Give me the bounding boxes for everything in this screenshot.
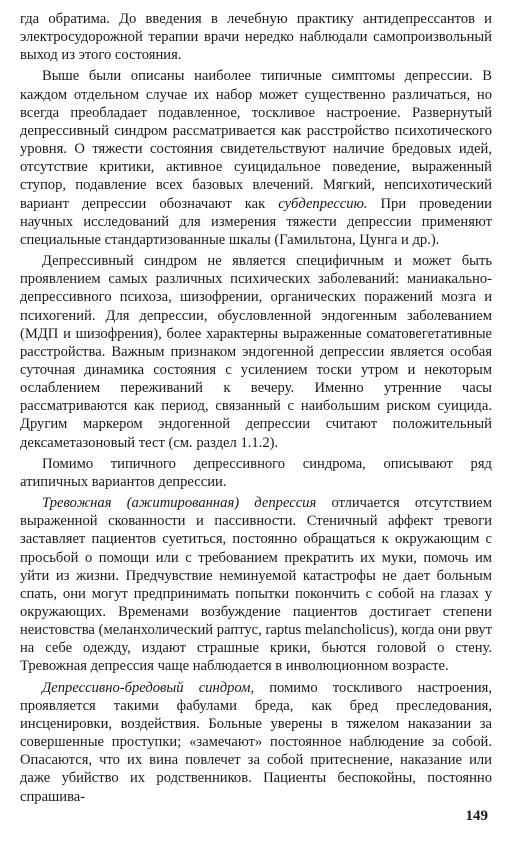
- book-page-text: [20, 10, 492, 806]
- paragraph-atypical: [20, 455, 492, 491]
- paragraph-text: гда обратима. До введения в лечебную практику антидепрессантов и электросудорожной терапии врачи нередко наблюдали самопроизвольный выход из этого состояния.: [20, 11, 492, 64]
- paragraph-symptoms: [20, 67, 492, 249]
- paragraph-text: При проведении научных исследований для измерения тяжести депрессии применяют специальные стандартизованные шкалы (Гамильтона, Цунга и др.).: [20, 195, 492, 248]
- paragraph-delusional-depression: [20, 679, 492, 806]
- page-number: 149: [465, 808, 488, 824]
- paragraph-nonspecific: [20, 252, 492, 452]
- italic-term: Депрессивно-бредовый синдром,: [42, 679, 255, 696]
- paragraph-text: Депрессивный синдром не является специфичным и может быть проявлением самых различных психических заболеваний: маниакально-депрессивного психоза, шизофрении, органических поражений мозга и психогений. Для депрессии, обусловленной эндогенным заболеванием (МДП и шизофрения), более характерны выраженные соматовегетативные расстройства. Важным признаком эндогенной депрессии является особая суточная динамика состояния с усилением тоски утром и некоторым ослаблением переживаний к вечеру. Именно утренние часы рассматриваются как период, связанный с наибольшим риском суицида. Другим маркером эндогенной депрессии считают положительный дексаметазоновый тест (см. раздел 1.1.2).: [20, 253, 492, 451]
- italic-term: Тревожная (ажитированная) депрессия: [42, 495, 317, 512]
- paragraph-anxious-depression: [20, 494, 492, 676]
- paragraph-text: помимо тоскливого настроения, проявляется такими фабулами бреда, как бред преследования, инсценировки, воздействия. Больные уверены в тяжелом наказании за совершенные проступки; «замечают» постоянное наблюдение за собой. Опасаются, что их вина повлечет за собой притеснение, наказание или даже убийство их родственников. Пациенты беспокойны, постоянно спрашива-: [20, 679, 492, 805]
- paragraph-text: отличается отсутствием выраженной скованности и пассивности. Стеничный аффект тревоги заставляет пациентов суетиться, постоянно обращаться к окружающим с просьбой о помощи или с требованием прекратить их муки, помочь им уйти из жизни. Предчувствие неминуемой катастрофы не дает больным спать, они могут предпринимать попытки покончить с собой на глазах у окружающих. Временами возбуждение пациентов достигает степени неистовства (меланхолический раптус, raptus melancholicus), когда они рвут на себе одежду, издают страшные крики, бьются головой о стену. Тревожная депрессия чаще наблюдается в инволюционном возрасте.: [20, 495, 492, 675]
- italic-term: субдепрессию.: [278, 195, 368, 212]
- paragraph-text: Помимо типичного депрессивного синдрома, описывают ряд атипичных вариантов депрессии.: [20, 455, 492, 490]
- paragraph-continuation: [20, 10, 492, 64]
- paragraph-text: Выше были описаны наиболее типичные симптомы депрессии. В каждом отдельном случае их набор может существенно различаться, но всегда преобладает подавленное, тоскливое настроение. Развернутый депрессивный синдром рассматривается как расстройство психотического уровня. О тяжести состояния свидетельствуют наличие бредовых идей, отсутствие критики, активное суицидальное поведение, выраженный ступор, подавление всех базовых влечений. Мягкий, непсихотический вариант депрессии обозначают как: [20, 68, 492, 212]
